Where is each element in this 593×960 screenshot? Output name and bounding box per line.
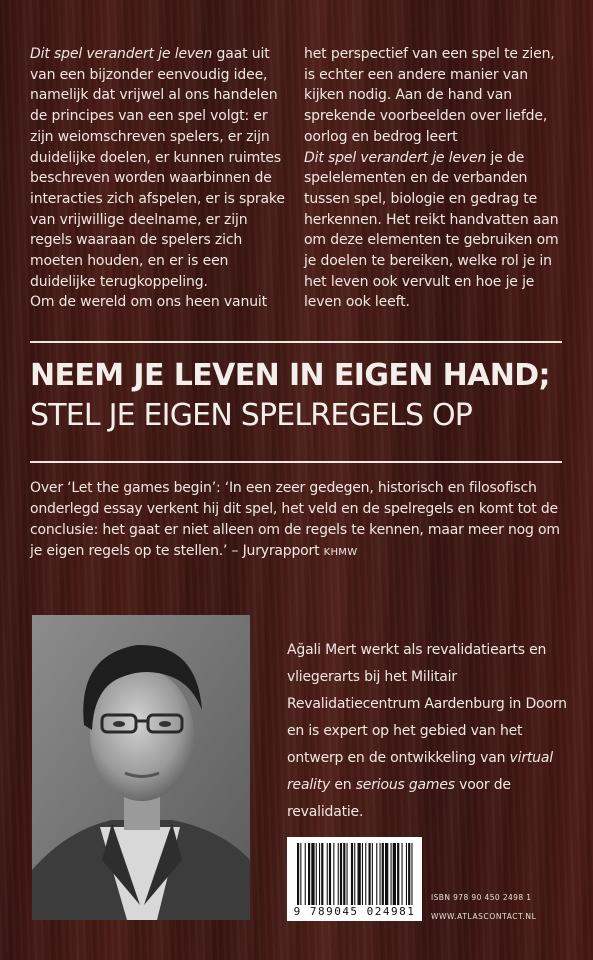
barcode-bar xyxy=(362,843,363,905)
intro-paragraph-2: Om de wereld om ons heen vanuit xyxy=(30,294,268,311)
bio-italic-vr: virtual reality xyxy=(287,750,553,793)
barcode-bar xyxy=(338,843,339,905)
barcode-bar xyxy=(305,843,306,905)
barcode-bar xyxy=(333,843,334,905)
headline-line-2: STEL JE EIGEN SPELREGELS OP xyxy=(30,398,473,433)
headline-line-1: NEEM JE LEVEN IN EIGEN HAND; xyxy=(30,358,550,393)
book-title-italic: Dit spel verandert je leven xyxy=(30,46,213,62)
barcode-bar xyxy=(397,843,399,905)
barcode-bar xyxy=(391,843,392,905)
intro-text xyxy=(30,44,562,313)
barcode-bar xyxy=(382,843,384,905)
barcode-bar xyxy=(372,843,373,905)
book-title-italic: Dit spel verandert je leven xyxy=(304,149,487,166)
barcode-bar xyxy=(376,843,377,905)
intro-paragraph-1: Dit spel verandert je leven gaat uit van een bijzonder eenvoudig idee, namelijk dat vrijwel al ons handelen de principes van een spel volgt: er zijn weiomschreven spelers, er zijn duidelijke doelen, er kunnen ruimtes beschreven worden waarbinnen de interacties zich afspelen, er is sprake van vrijwillige deelname, er zijn regels waaraan de spelers zich moeten houden, en er is een duidelijke terugkoppeling. xyxy=(30,46,285,290)
intro-paragraph-3: het perspectief van een spel te zien, is echter een andere manier van kijken nodig. Aan de hand van sprekende voorbeelden over liefde, oorlog en bedrog leert Dit spel verandert je leven je de spelelementen en de verbanden tussen spel, biologie en gedrag te herkennen. Het reikt handvatten aan om deze elementen te gebruiken om je doelen te bereiken, welke rol je in het leven ook vervult en hoe je je leven ook leeft. xyxy=(304,46,559,311)
barcode-bar xyxy=(365,843,366,905)
divider-top xyxy=(30,341,562,343)
barcode-bar xyxy=(327,843,328,905)
intro-column-right xyxy=(304,44,562,313)
isbn-label: ISBN 978 90 450 2498 1 xyxy=(431,893,532,902)
barcode-bar xyxy=(329,843,331,905)
barcode-bar xyxy=(406,843,407,905)
barcode-bar xyxy=(358,843,361,905)
barcode-bar xyxy=(385,843,388,905)
author-bio: Ağali Mert werkt als revalidatiearts en vliegerarts bij het Militair Revalidatiecentrum Aardenburg in Doorn en is expert op het gebied van het ontwerp en de ontwikkeling van virtual reality en serious games voor de revalidatie. xyxy=(287,642,567,820)
headline xyxy=(30,356,570,436)
bio-italic-serious-games: serious games xyxy=(355,777,455,793)
barcode-bar xyxy=(408,843,410,905)
publisher-website: WWW.ATLASCONTACT.NL xyxy=(431,912,537,921)
barcode-bar xyxy=(308,843,310,905)
author-portrait-image xyxy=(32,615,250,920)
barcode-bar xyxy=(369,843,371,905)
barcode-bar xyxy=(351,843,353,905)
intro-column-left xyxy=(30,44,288,313)
barcode-bar xyxy=(311,843,314,905)
barcode-bar xyxy=(319,843,320,905)
barcode xyxy=(287,837,422,921)
barcode-bar xyxy=(354,843,355,905)
barcode-bar xyxy=(393,843,396,905)
barcode-bar xyxy=(321,843,323,905)
barcode-bar xyxy=(411,843,412,905)
barcode-bar xyxy=(340,843,342,905)
barcode-bar xyxy=(402,843,403,905)
author-photo xyxy=(32,615,250,920)
quote-source: KHMW xyxy=(323,547,358,558)
barcode-bar xyxy=(347,843,348,905)
barcode-bar xyxy=(380,843,381,905)
barcode-digits: 9 789045 024981 xyxy=(293,905,416,918)
barcode-bar xyxy=(297,843,299,905)
divider-bottom xyxy=(30,461,562,463)
jury-quote: Over ‘Let the games begin’: ‘In een zeer gedegen, historisch en filosofisch onderlegd essay verkent hij dit spel, het veld en de spelregels en komt tot de conclusie: het gaat er niet alleen om de regels te kennen, maar meer nog om je eigen regels op te stellen.’ – Juryrapport KHMW xyxy=(30,480,560,559)
barcode-bar xyxy=(300,843,301,905)
barcode-bar xyxy=(343,843,345,905)
barcode-bar xyxy=(316,843,317,905)
